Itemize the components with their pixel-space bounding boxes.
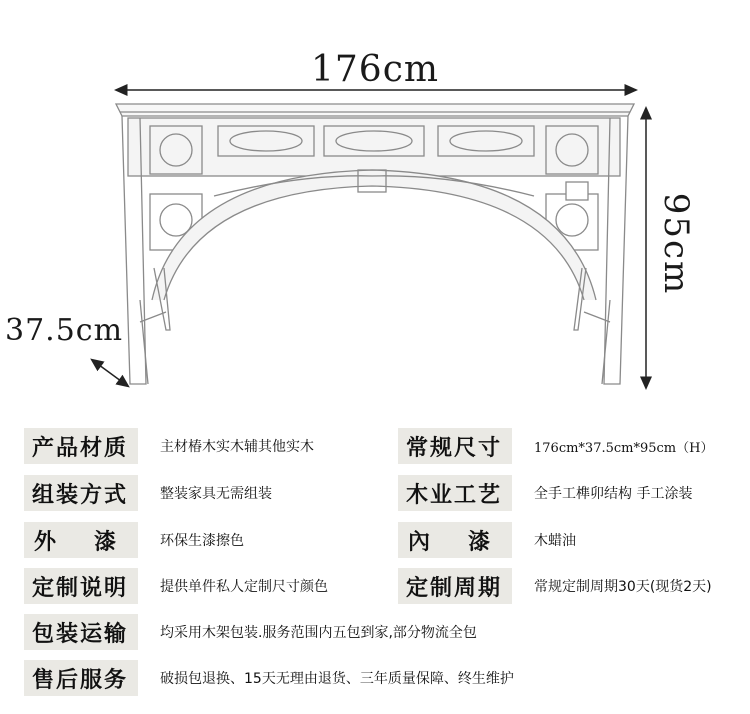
spec-row	[0, 656, 750, 700]
spec-row	[0, 564, 750, 608]
inner-paint-label-a: 內	[408, 529, 433, 555]
width-label: 176cm	[310, 49, 439, 90]
packaging-value: 均采用木架包装.服务范围内五包到家,部分物流全包	[160, 625, 477, 641]
spec-row	[0, 424, 750, 468]
outer-paint-value: 环保生漆擦色	[160, 533, 244, 549]
spec-row	[0, 471, 750, 515]
height-label: 95cm	[656, 192, 696, 296]
altar-table-drawing	[116, 104, 634, 384]
custom-note-label: 定制说明	[24, 568, 138, 604]
spec-row	[0, 610, 750, 654]
custom-period-value: 常规定制周期30天(现货2天)	[534, 579, 712, 595]
custom-period-label: 定制周期	[398, 568, 512, 604]
outer-paint-label	[24, 522, 138, 558]
material-label: 产品材质	[24, 428, 138, 464]
outer-paint-label-b: 漆	[93, 529, 118, 555]
outer-paint-label-a: 外	[34, 529, 59, 555]
assembly-value: 整装家具无需组装	[160, 486, 272, 502]
custom-note-value: 提供单件私人定制尺寸颜色	[160, 579, 328, 595]
depth-label: 37.5cm	[5, 313, 124, 348]
size-value: 176cm*37.5cm*95cm（H）	[534, 440, 714, 456]
size-label: 常规尺寸	[398, 428, 512, 464]
after-sales-value: 破损包退换、15天无理由退货、三年质量保障、终生维护	[160, 671, 514, 687]
inner-paint-value: 木蜡油	[534, 533, 576, 549]
material-value: 主材椿木实木辅其他实木	[160, 439, 314, 455]
after-sales-label: 售后服务	[24, 660, 138, 696]
craft-value: 全手工榫卯结构 手工涂装	[534, 486, 693, 502]
craft-label: 木业工艺	[398, 475, 512, 511]
inner-paint-label-b: 漆	[467, 529, 492, 555]
spec-row	[0, 518, 750, 562]
packaging-label: 包装运输	[24, 614, 138, 650]
inner-paint-label	[398, 522, 512, 558]
assembly-label: 组装方式	[24, 475, 138, 511]
depth-arrow	[95, 362, 125, 384]
